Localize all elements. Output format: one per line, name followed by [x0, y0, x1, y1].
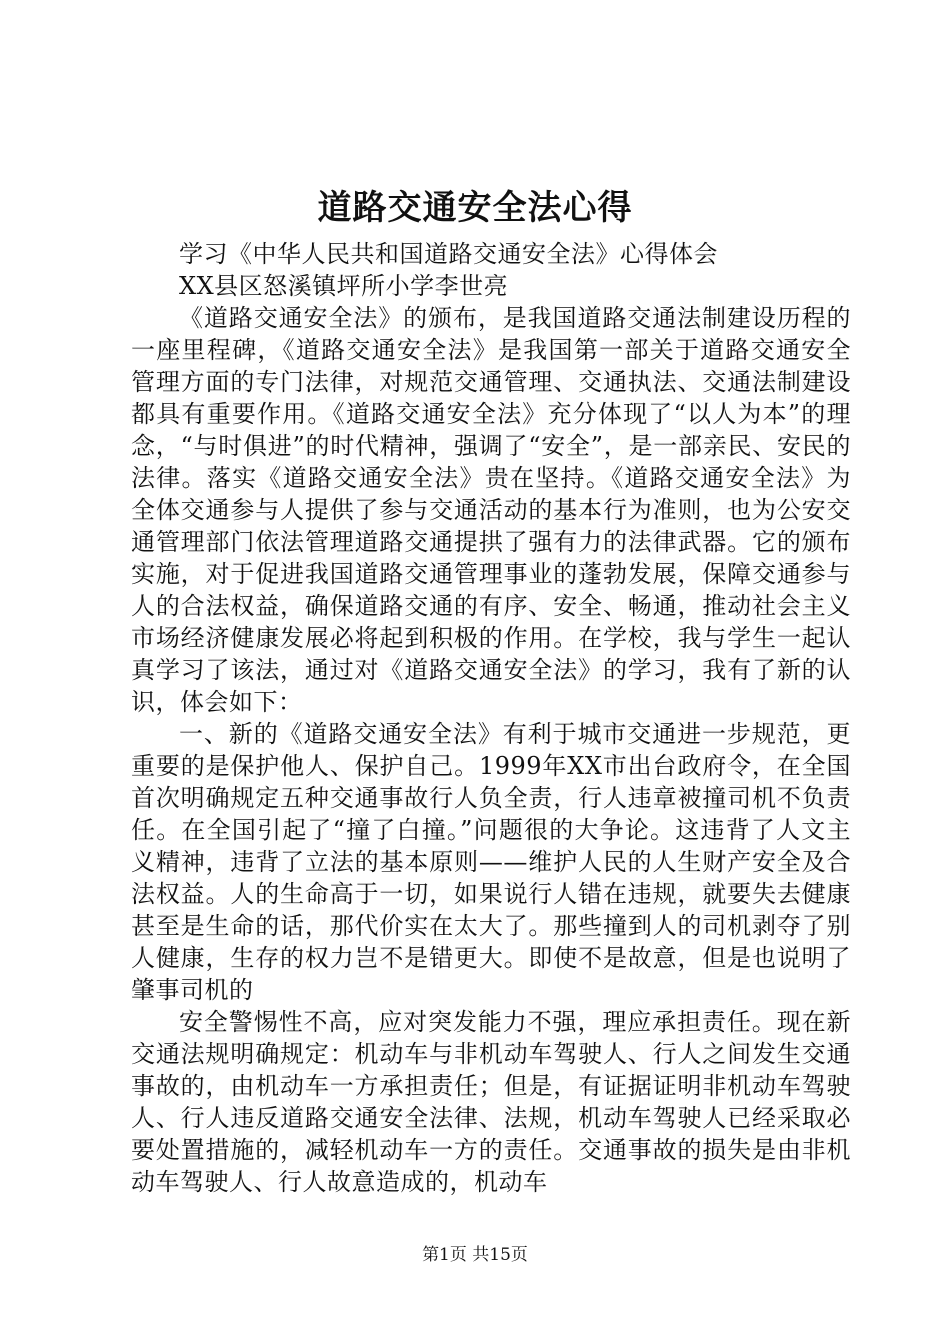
body-paragraph: 安全警惕性不高，应对突发能力不强，理应承担责任。现在新交通法规明确规定：机动车与非机动车驾驶人、行人之间发生交通事故的，由机动车一方承担责任；但是，有证据证明非机动车驾驶人、行人违反道路交通安全法律、法规，机动车驾驶人已经采取必要处置措施的，减轻机动车一方的责任。交通事故的损失是由非机动车驾驶人、行人故意造成的，机动车 — [131, 1008, 851, 1196]
author-paragraph: XX县区怒溪镇坪所小学李世亮 — [179, 272, 509, 300]
document-title: 道路交通安全法心得 — [317, 188, 633, 228]
body-paragraph: 《道路交通安全法》的颁布，是我国道路交通法制建设历程的一座里程碑，《道路交通安全法》是我国第一部关于道路交通安全管理方面的专门法律，对规范交通管理、交通执法、交通法制建设都具有重要作用。《道路交通安全法》充分体现了“以人为本”的理念，“与时俱进”的时代精神，强调了“安全”，是一部亲民、安民的法律。落实《道路交通安全法》贵在坚持。《道路交通安全法》为全体交通参与人提供了参与交通活动的基本行为准则，也为公安交通管理部门依法管理道路交通提拱了强有力的法律武器。它的颁布实施，对于促进我国道路交通管理事业的蓬勃发展，保障交通参与人的合法权益，确保道路交通的有序、安全、畅通，推动社会主义市场经济健康发展必将起到积极的作用。在学校，我与学生一起认真学习了该法，通过对《道路交通安全法》的学习，我有了新的认识，体会如下： — [131, 304, 851, 716]
subtitle-paragraph: 学习《中华人民共和国道路交通安全法》心得体会 — [179, 240, 718, 268]
document-body — [131, 238, 851, 1198]
body-paragraph: 一、新的《道路交通安全法》有利于城市交通进一步规范，更重要的是保护他人、保护自己。1999年XX市出台政府令，在全国首次明确规定五种交通事故行人负全责，行人违章被撞司机不负责任。在全国引起了“撞了白撞。”问题很的大争论。这违背了人文主义精神，违背了立法的基本原则——维护人民的人生财产安全及合法权益。人的生命高于一切，如果说行人错在违规，就要失去健康甚至是生命的话，那代价实在太大了。那些撞到人的司机剥夺了别人健康，生存的权力岂不是错更大。即使不是故意，但是也说明了肇事司机的 — [131, 720, 851, 1004]
page-footer: 第1页 共15页 — [422, 1245, 528, 1265]
